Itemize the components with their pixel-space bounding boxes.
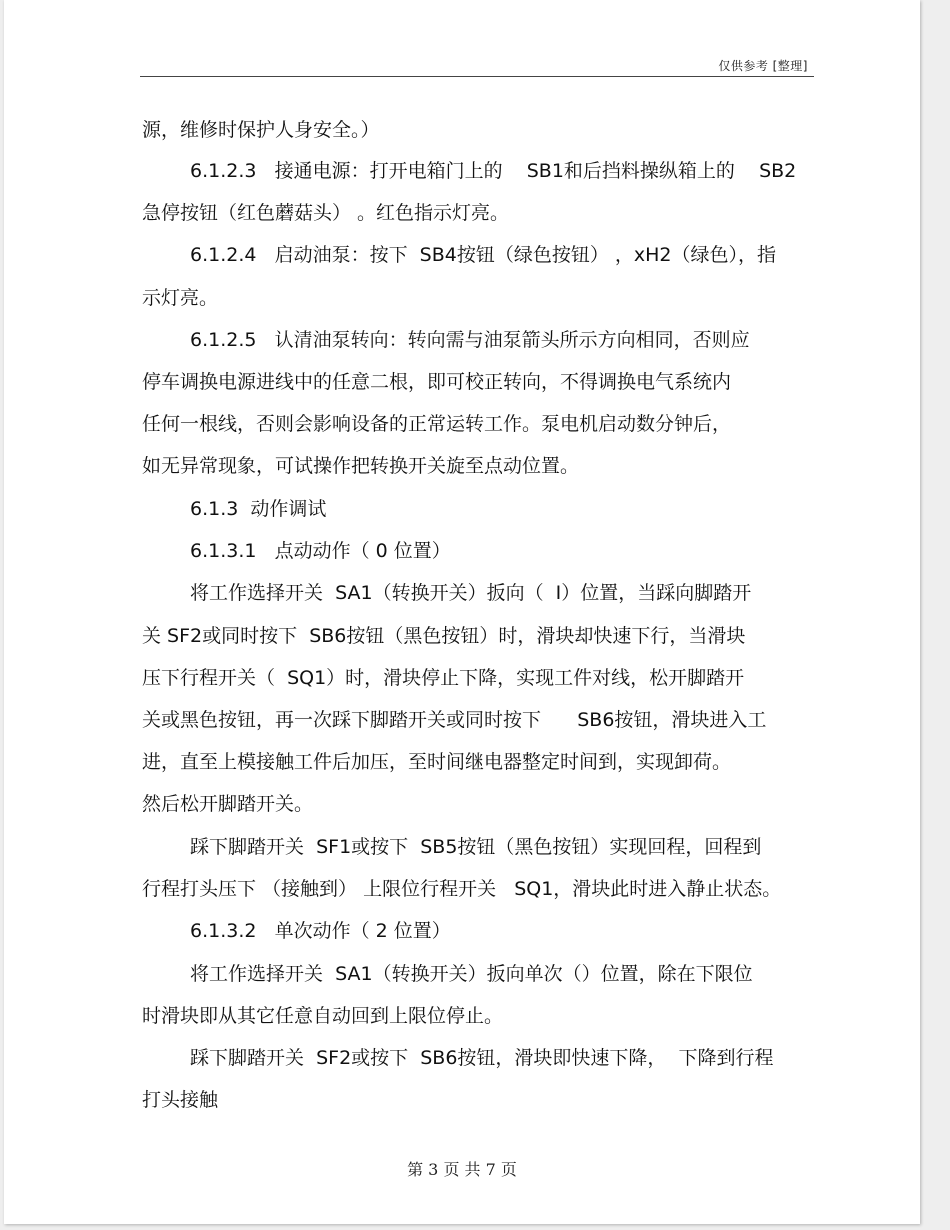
body-line: 关 SF2或同时按下 SB6按钮（黑色按钮）时，滑块却快速下行，当滑块 xyxy=(142,625,746,647)
subsection-heading: 6.1.3.2 单次动作（ 2 位置） xyxy=(190,920,451,942)
subsection-heading: 6.1.3.1 点动动作（ 0 位置） xyxy=(190,540,451,562)
body-line: 如无异常现象，可试操作把转换开关旋至点动位置。 xyxy=(142,455,580,477)
body-line: 急停按钮（红色蘑菇头） 。红色指示灯亮。 xyxy=(142,202,510,224)
body-line: 6.1.2.5 认清油泵转向：转向需与油泵箭头所示方向相同，否则应 xyxy=(190,329,750,351)
body-line: 任何一根线，否则会影响设备的正常运转工作。泵电机启动数分钟后， xyxy=(142,413,732,435)
body-line: 关或黑色按钮，再一次踩下脚踏开关或同时按下 SB6按钮，滑块进入工 xyxy=(142,709,767,731)
header-note: 仅供参考 [整理] xyxy=(718,59,808,73)
body-line: 打头接触 xyxy=(142,1089,219,1111)
body-line: 6.1.2.4 启动油泵：按下 SB4按钮（绿色按钮） ，xH2（绿色），指 xyxy=(190,244,777,266)
body-line: 源，维修时保护人身安全。） xyxy=(142,119,380,141)
body-line: 踩下脚踏开关 SF2或按下 SB6按钮，滑块即快速下降， 下降到行程 xyxy=(190,1047,774,1069)
body-line: 示灯亮。 xyxy=(142,287,219,309)
section-heading: 6.1.3 动作调试 xyxy=(190,498,327,520)
document-page xyxy=(4,0,920,1224)
header-rule xyxy=(140,76,814,77)
body-line: 停车调换电源进线中的任意二根，即可校正转向，不得调换电气系统内 xyxy=(142,371,732,393)
body-line: 6.1.2.3 接通电源：打开电箱门上的 SB1和后挡料操纵箱上的 SB2 xyxy=(190,160,797,182)
body-line: 然后松开脚踏开关。 xyxy=(142,793,314,815)
body-line: 将工作选择开关 SA1（转换开关）扳向（ Ⅰ）位置，当踩向脚踏开 xyxy=(190,582,752,604)
body-line: 踩下脚踏开关 SF1或按下 SB5按钮（黑色按钮）实现回程，回程到 xyxy=(190,836,762,858)
body-line: 压下行程开关（ SQ1）时，滑块停止下降，实现工件对线，松开脚踏开 xyxy=(142,667,745,689)
body-line: 时滑块即从其它任意自动回到上限位停止。 xyxy=(142,1005,504,1027)
page-footer: 第 3 页 共 7 页 xyxy=(407,1160,517,1179)
body-line: 行程打头压下 （接触到） 上限位行程开关 SQ1，滑块此时进入静止状态。 xyxy=(142,878,782,900)
body-line: 进，直至上模接触工件后加压，至时间继电器整定时间到，实现卸荷。 xyxy=(142,751,732,773)
body-line: 将工作选择开关 SA1（转换开关）扳向单次（）位置，除在下限位 xyxy=(190,963,753,985)
